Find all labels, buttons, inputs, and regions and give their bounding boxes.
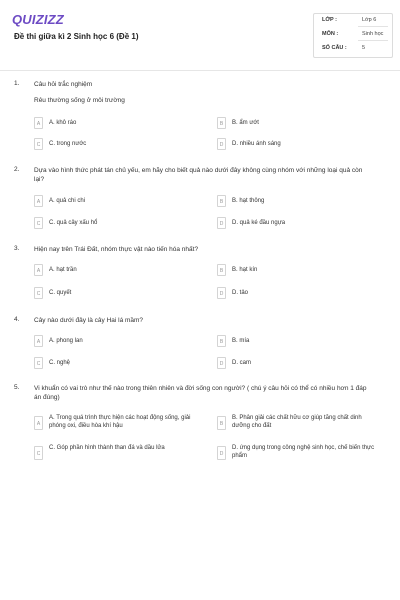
option-letter-box: D: [217, 138, 226, 150]
question-number: 2.: [14, 166, 20, 173]
option-letter-box: A: [34, 264, 43, 276]
question-text: Câu hỏi trắc nghiệm: [34, 81, 93, 88]
option-letter-box: D: [217, 217, 226, 229]
option-letter-box: A: [34, 117, 43, 129]
option-letter-box: B: [217, 117, 226, 129]
option-text: D. tảo: [232, 290, 249, 296]
option-text: D. quả ké đầu ngựa: [232, 220, 286, 226]
question-number: 3.: [14, 245, 20, 252]
option-text: C. quả cây xấu hổ: [49, 220, 98, 226]
option-letter-box: C: [34, 138, 43, 150]
option-text: C. Góp phần hình thành than đá và dầu lửa: [49, 445, 165, 451]
meta-row-count: [314, 42, 392, 56]
page-title: Đề thi giữa kì 2 Sinh học 6 (Đề 1): [14, 32, 139, 41]
option-text: D. ứng dụng trong công nghệ sinh học, chế biến thực phẩm: [232, 445, 375, 459]
option-letter-box: A: [34, 195, 43, 207]
meta-underline: [358, 40, 388, 41]
option-letter-box: C: [34, 287, 43, 299]
question-text: Dựa vào hình thức phát tán chủ yếu, em hãy cho biết quả nào dưới đây không cùng nhóm với những loại quả còn lại?: [34, 167, 363, 183]
quizizz-logo: QUIZIZZ: [12, 12, 64, 27]
option-letter-box: C: [34, 217, 43, 229]
question-number: 1.: [14, 80, 20, 87]
option-text: B. hạt thông: [232, 198, 265, 204]
header-divider: [0, 70, 400, 71]
option-letter-box: D: [217, 446, 226, 460]
option-text: D. cam: [232, 360, 252, 366]
meta-underline: [358, 26, 388, 27]
question-text: Vi khuẩn có vai trò như thế nào trong thiên nhiên và đời sống con người? ( chú ý câu hỏi có thể có nhiều hơn 1 đáp án đúng): [34, 385, 367, 401]
meta-value: Sinh học: [362, 31, 384, 37]
meta-value: 5: [362, 45, 366, 51]
question-subtext: Rêu thường sống ở môi trường: [34, 97, 125, 104]
option-text: C. quyết: [49, 290, 72, 296]
question-text: Cây nào dưới đây là cây Hai lá mầm?: [34, 317, 144, 324]
option-letter-box: D: [217, 287, 226, 299]
option-letter-box: A: [34, 335, 43, 347]
meta-value: Lớp 6: [362, 17, 377, 23]
question-number: 5.: [14, 384, 20, 391]
option-text: A. khô ráo: [49, 120, 77, 126]
option-text: A. quả chi chi: [49, 198, 86, 204]
option-text: A. phong lan: [49, 338, 83, 344]
option-text: A. hạt trần: [49, 267, 77, 273]
question-number: 4.: [14, 316, 20, 323]
meta-key: LỚP :: [322, 17, 337, 23]
option-letter-box: B: [217, 264, 226, 276]
option-text: B. Phân giải các chất hữu cơ giúp tăng chất dinh dưỡng cho đất: [232, 415, 362, 429]
meta-info-box: [313, 13, 393, 58]
option-text: C. nghệ: [49, 360, 71, 366]
meta-row-grade: [314, 14, 392, 28]
meta-row-subject: [314, 28, 392, 42]
meta-key: MÔN :: [322, 31, 339, 37]
option-text: A. Trong quá trình thực hiện các hoạt động sống, giải phóng oxi, điều hòa khí hậu: [49, 415, 191, 429]
option-letter-box: C: [34, 357, 43, 369]
option-text: C. trong nước: [49, 141, 87, 147]
option-text: B. mía: [232, 338, 250, 344]
option-text: B. ẩm ướt: [232, 120, 259, 126]
option-letter-box: B: [217, 335, 226, 347]
option-letter-box: A: [34, 416, 43, 430]
option-letter-box: D: [217, 357, 226, 369]
option-text: B. hạt kín: [232, 267, 258, 273]
question-text: Hiện nay trên Trái Đất, nhóm thực vật nào tiến hóa nhất?: [34, 246, 199, 253]
option-letter-box: C: [34, 446, 43, 460]
option-letter-box: B: [217, 195, 226, 207]
meta-key: SỐ CÂU :: [322, 45, 347, 51]
option-letter-box: B: [217, 416, 226, 430]
option-text: D. nhiều ánh sáng: [232, 141, 281, 147]
